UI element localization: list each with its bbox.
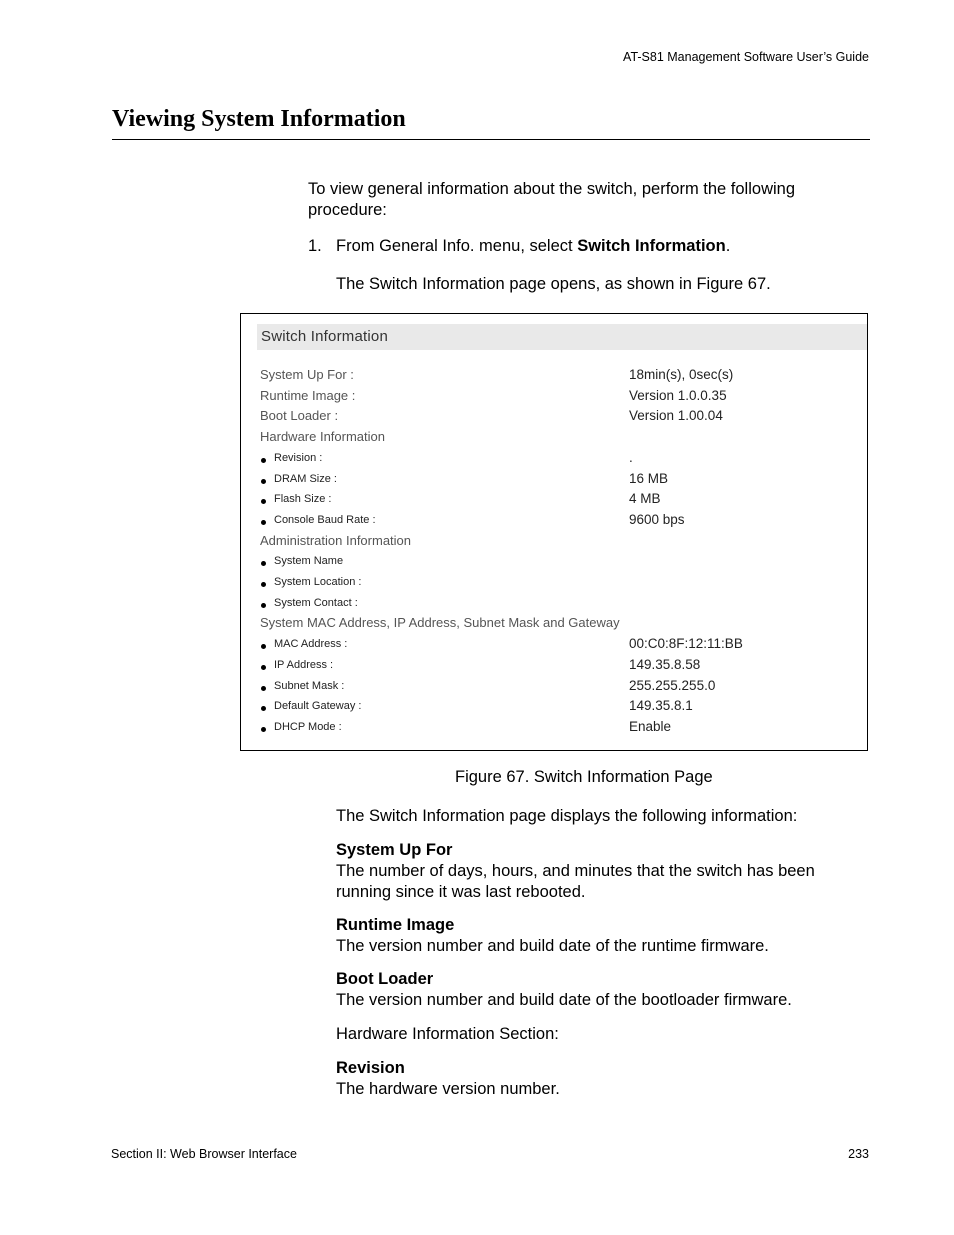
bullet-icon	[261, 458, 266, 463]
displays-paragraph: The Switch Information page displays the following information:	[336, 807, 798, 825]
system-up-for-heading: System Up For	[336, 841, 453, 859]
figure-row	[241, 512, 867, 532]
figure-row	[241, 595, 867, 615]
figure-caption: Figure 67. Switch Information Page	[455, 768, 713, 786]
figure-row-value: Version 1.0.0.35	[629, 387, 727, 403]
figure-row	[241, 657, 867, 677]
figure-row-value: 00:C0:8F:12:11:BB	[629, 636, 743, 652]
figure-row	[241, 698, 867, 718]
switch-information-figure	[240, 313, 868, 751]
page-number: 233	[848, 1147, 869, 1161]
figure-row	[241, 408, 867, 428]
figure-row-label: Hardware Information	[260, 429, 385, 445]
figure-row-value: Version 1.00.04	[629, 408, 723, 424]
revision-heading: Revision	[336, 1059, 405, 1077]
bullet-icon	[261, 686, 266, 691]
figure-row	[241, 678, 867, 698]
figure-row-value: 255.255.255.0	[629, 677, 716, 693]
system-up-for-line-2: running since it was last rebooted.	[336, 883, 586, 901]
intro-paragraph	[308, 179, 795, 221]
boot-loader-text: The version number and build date of the bootloader firmware.	[336, 991, 792, 1009]
step-number: 1.	[308, 237, 322, 255]
figure-row-label: System Location :	[274, 576, 362, 588]
running-header: AT-S81 Management Software User’s Guide	[623, 50, 869, 64]
figure-row-value: 16 MB	[629, 470, 669, 486]
figure-row-label: System Name	[274, 555, 344, 568]
bullet-icon	[261, 561, 266, 566]
figure-row-label: Administration Information	[260, 532, 412, 548]
runtime-image-heading: Runtime Image	[336, 916, 455, 934]
figure-row	[241, 533, 867, 553]
figure-row-value: 149.35.8.58	[629, 656, 701, 672]
boot-loader-heading: Boot Loader	[336, 970, 434, 988]
intro-line-1: To view general information about the switch, perform the following	[308, 180, 795, 198]
system-up-for-line-1: The number of days, hours, and minutes that the switch has been	[336, 862, 815, 880]
figure-row	[241, 491, 867, 511]
intro-line-2: procedure:	[308, 201, 387, 219]
step-1-text-before: From General Info. menu, select	[336, 237, 578, 255]
step-1-followup: The Switch Information page opens, as shown in Figure 67.	[336, 275, 771, 293]
runtime-image-block	[336, 915, 769, 957]
revision-block	[336, 1058, 560, 1100]
bullet-icon	[261, 582, 266, 587]
figure-row	[241, 450, 867, 470]
figure-row-label: Flash Size :	[274, 493, 332, 506]
system-up-for-block	[336, 840, 815, 903]
runtime-image-text: The version number and build date of the runtime firmware.	[336, 937, 769, 955]
figure-row-label: Revision :	[274, 451, 323, 464]
section-title: Viewing System Information	[112, 106, 406, 132]
figure-row-label: MAC Address :	[274, 638, 348, 651]
bullet-icon	[261, 706, 266, 711]
bullet-icon	[261, 603, 266, 608]
hardware-section-label: Hardware Information Section:	[336, 1025, 559, 1043]
figure-row-label: Runtime Image :	[260, 387, 356, 403]
figure-row-value: 18min(s), 0sec(s)	[629, 367, 734, 382]
bullet-icon	[261, 499, 266, 504]
boot-loader-block	[336, 969, 792, 1011]
step-1-text	[336, 236, 730, 257]
figure-row-label: Console Baud Rate :	[274, 513, 376, 526]
bullet-icon	[261, 520, 266, 525]
figure-row-label: Boot Loader :	[260, 408, 339, 424]
bullet-icon	[261, 665, 266, 670]
step-1-text-after: .	[725, 237, 731, 255]
revision-text: The hardware version number.	[336, 1080, 560, 1098]
figure-row-value: 4 MB	[629, 491, 661, 507]
figure-row-label: DHCP Mode :	[274, 720, 342, 733]
figure-row-value: .	[629, 449, 633, 465]
figure-row-value: 9600 bps	[629, 511, 685, 527]
figure-row	[241, 471, 867, 491]
figure-row-label: DRAM Size :	[274, 472, 337, 485]
bullet-icon	[261, 479, 266, 484]
figure-row-label: Default Gateway :	[274, 700, 362, 713]
figure-row-label: Subnet Mask :	[274, 679, 345, 692]
figure-row	[241, 615, 867, 635]
figure-row	[241, 719, 867, 739]
figure-row	[241, 429, 867, 449]
figure-row	[241, 574, 867, 594]
figure-row-label: IP Address :	[274, 658, 334, 671]
figure-row-value: Enable	[629, 718, 672, 734]
figure-row	[241, 367, 867, 387]
footer-section: Section II: Web Browser Interface	[111, 1147, 297, 1161]
title-rule	[112, 139, 870, 140]
step-1-bold: Switch Information	[577, 237, 726, 255]
figure-row	[241, 388, 867, 408]
figure-row-label: System Up For :	[260, 367, 354, 382]
figure-row-label: System Contact :	[274, 596, 358, 609]
figure-row	[241, 553, 867, 573]
figure-row-label: System MAC Address, IP Address, Subnet Mask and Gateway	[260, 615, 620, 631]
figure-title-bar	[257, 324, 867, 350]
figure-row-value: 149.35.8.1	[629, 698, 693, 714]
bullet-icon	[261, 727, 266, 732]
figure-row	[241, 636, 867, 656]
figure-title: Switch Information	[261, 328, 388, 345]
bullet-icon	[261, 644, 266, 649]
